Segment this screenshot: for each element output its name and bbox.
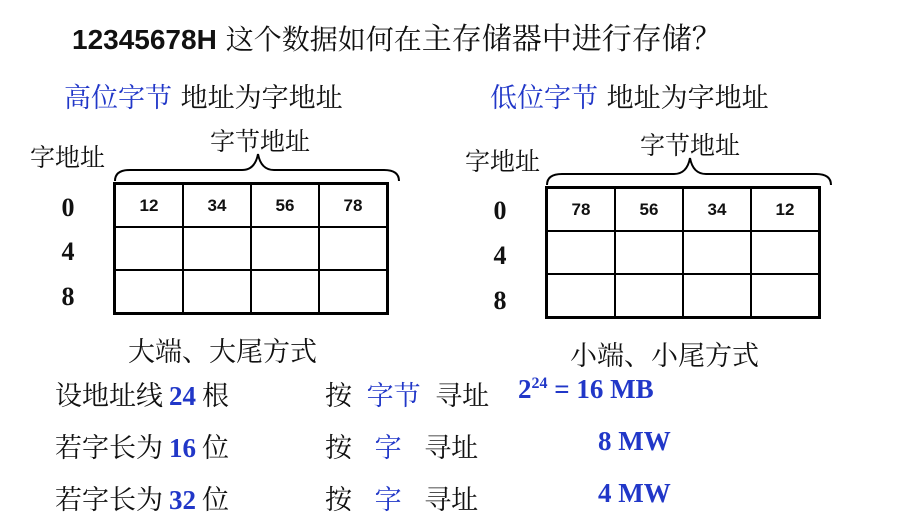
result-base: 2 [518, 374, 532, 404]
memory-cell: 56 [615, 188, 683, 232]
line-text: 寻址 [424, 433, 479, 464]
memory-cell [183, 270, 251, 314]
line-text: 若字长为 [55, 485, 163, 516]
result-exponent: 24 [531, 375, 548, 392]
memory-cell [615, 274, 683, 318]
memory-cell [547, 231, 616, 274]
memory-cell [251, 270, 319, 314]
big-endian-heading [64, 76, 343, 115]
line-text: 若字长为 [55, 433, 163, 464]
memory-cell [115, 227, 184, 270]
line-text: 设地址线 [55, 381, 163, 412]
address-line-2-left [55, 426, 229, 465]
line-text: 按 [325, 381, 352, 412]
memory-cell: 34 [683, 188, 751, 232]
memory-cell [319, 227, 388, 270]
title-question-big: 主存储器中进行存储？ [421, 22, 722, 57]
line-number: 24 [169, 381, 196, 411]
memory-cell [251, 227, 319, 270]
little-endian-brace [544, 152, 834, 188]
little-endian-word-address-label: 字地址 [465, 147, 541, 176]
line-text: 寻址 [435, 381, 490, 412]
title-hex: 12345678H [72, 24, 217, 55]
memory-row [115, 227, 388, 270]
result-value: = 16 MB [554, 374, 654, 404]
memory-row [115, 184, 388, 228]
memory-row [547, 188, 820, 232]
big-endian-brace [112, 148, 402, 184]
line-text: 按 [325, 485, 352, 516]
memory-cell [319, 270, 388, 314]
memory-cell: 12 [115, 184, 184, 228]
title-question: 这个数据如何在 [225, 23, 422, 56]
memory-cell: 34 [183, 184, 251, 228]
big-endian-row-label: 8 [61, 282, 75, 311]
memory-cell [547, 274, 616, 318]
big-endian-caption: 大端、大尾方式 [128, 337, 317, 368]
big-endian-heading-rest: 地址为字地址 [180, 83, 343, 114]
address-line-1-result [518, 374, 654, 405]
little-endian-heading [490, 76, 769, 115]
memory-cell: 78 [547, 188, 616, 232]
memory-cell: 78 [319, 184, 388, 228]
big-endian-word-address-label: 字地址 [30, 143, 106, 172]
page-title [72, 14, 722, 58]
big-endian-row-label: 4 [61, 237, 75, 266]
little-endian-row-label: 8 [493, 286, 507, 315]
line-number: 32 [169, 485, 196, 515]
memory-cell: 56 [251, 184, 319, 228]
line-text: 位 [202, 485, 229, 516]
address-line-2-result: 8 MW [598, 426, 671, 456]
address-line-3-left [55, 478, 229, 517]
address-line-3-result: 4 MW [598, 478, 671, 508]
little-endian-heading-blue: 低位字节 [490, 83, 598, 114]
big-endian-row-label: 0 [61, 193, 75, 222]
address-line-3-mid [325, 478, 478, 517]
line-text: 按 [325, 433, 352, 464]
little-endian-caption: 小端、小尾方式 [570, 341, 759, 372]
little-endian-byte-address-label: 字节地址 [640, 131, 741, 160]
memory-cell [683, 231, 751, 274]
memory-row [115, 270, 388, 314]
line-text: 位 [202, 433, 229, 464]
memory-cell [115, 270, 184, 314]
big-endian-heading-blue: 高位字节 [64, 83, 172, 114]
little-endian-row-label: 4 [493, 241, 507, 270]
little-endian-row-label: 0 [493, 196, 507, 225]
line-unit: 字 [374, 433, 402, 464]
address-line-1-left [55, 374, 229, 413]
memory-row [547, 231, 820, 274]
memory-row [547, 274, 820, 318]
big-endian-byte-address-label: 字节地址 [210, 127, 311, 156]
address-line-2-mid [325, 426, 478, 465]
memory-cell: 12 [751, 188, 820, 232]
address-line-1-mid [325, 374, 489, 413]
line-text: 寻址 [424, 485, 479, 516]
little-endian-memory-table [545, 186, 821, 319]
big-endian-memory-table [113, 182, 389, 315]
line-number: 16 [169, 433, 196, 463]
memory-cell [683, 274, 751, 318]
line-text: 根 [202, 381, 229, 412]
memory-cell [751, 231, 820, 274]
memory-cell [615, 231, 683, 274]
memory-cell [751, 274, 820, 318]
line-unit: 字 [374, 485, 402, 516]
memory-cell [183, 227, 251, 270]
line-unit: 字节 [366, 381, 421, 412]
little-endian-heading-rest: 地址为字地址 [606, 83, 769, 114]
